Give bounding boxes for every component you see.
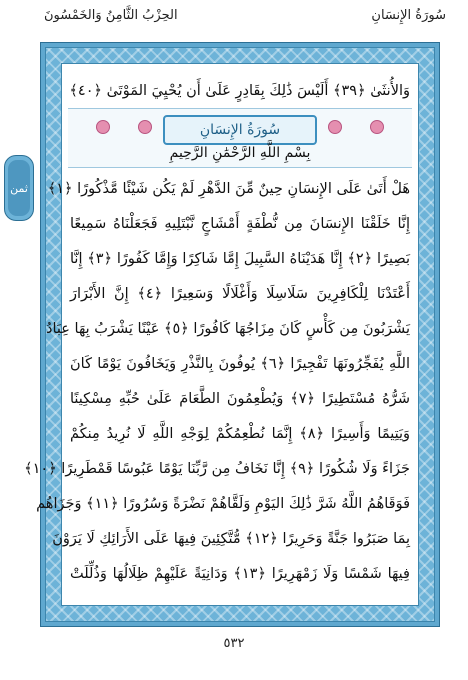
flower-ornament-icon: [328, 120, 342, 134]
text-line-9: شَرُّهُ مُسْتَطِيرًا ﴿٧﴾ وَيُطْعِمُونَ الطَّعَامَ عَلَىٰ حُبِّهِ مِسْكِينًا: [70, 391, 410, 407]
text-line-14: فِيهَا شَمْسًا وَلَا زَمْهَرِيرًا ﴿١٣﴾ وَدَانِيَةً عَلَيْهِمْ ظِلَالُهَا وَذُلِّلَتْ: [70, 566, 410, 582]
text-line-3: هَلْ أَتَىٰ عَلَى الإِنسَانِ حِينٌ مِّنَ الدَّهْرِ لَمْ يَكُن شَيْئًا مَّذْكُورًا ﴿١﴾: [47, 181, 410, 197]
text-line-4: إِنَّا خَلَقْنَا الإِنسَانَ مِن نُّطْفَةٍ أَمْشَاجٍ نَّبْتَلِيهِ فَجَعَلْنَاهُ سَمِيعًا: [70, 216, 410, 232]
page-number: ٥٣٢: [223, 636, 245, 651]
text-line-7: يَشْرَبُونَ مِن كَأْسٍ كَانَ مِزَاجُهَا كَافُورًا ﴿٥﴾ عَيْنًا يَشْرَبُ بِهَا عِبَادُ: [46, 321, 410, 337]
text-line-8: اللَّهِ يُفَجِّرُونَهَا تَفْجِيرًا ﴿٦﴾ يُوفُونَ بِالنَّذْرِ وَيَخَافُونَ يَوْمًا كَانَ: [70, 356, 410, 372]
surah-title: سُورَةُ الإِنسَانِ: [163, 115, 317, 145]
basmala: بِسْمِ اللَّهِ الرَّحْمَٰنِ الرَّحِيمِ: [169, 145, 311, 161]
text-line-13: بِمَا صَبَرُوا جَنَّةً وَحَرِيرًا ﴿١٢﴾ مُّتَّكِئِينَ فِيهَا عَلَى الأَرَائِكِ لَا يَرَوْنَ: [52, 531, 410, 547]
text-line-11: جَزَاءً وَلَا شُكُورًا ﴿٩﴾ إِنَّا نَخَافُ مِن رَّبِّنَا يَوْمًا عَبُوسًا قَمْطَرِيرًا ﴿١٠﴾: [24, 461, 410, 477]
ornamental-frame: [24, 42, 440, 627]
flower-ornament-icon: [96, 120, 110, 134]
flower-ornament-icon: [138, 120, 152, 134]
text-line-12: فَوَقَاهُمُ اللَّهُ شَرَّ ذَٰلِكَ اليَوْمِ وَلَقَّاهُمْ نَضْرَةً وَسُرُورًا ﴿١١﴾ وَجَزَاهُم: [36, 496, 410, 512]
text-line-10: وَيَتِيمًا وَأَسِيرًا ﴿٨﴾ إِنَّمَا نُطْعِمُكُمْ لِوَجْهِ اللَّهِ لَا نُرِيدُ مِنكُمْ: [70, 426, 410, 442]
thumun-label: ثمن: [10, 181, 28, 195]
surah-name-header: سُورَةُ الإِنسَانِ: [371, 8, 446, 23]
text-line-6: أَعْتَدْنَا لِلْكَافِرِينَ سَلَاسِلَا وَأَغْلَالًا وَسَعِيرًا ﴿٤﴾ إِنَّ الأَبْرَارَ: [70, 286, 410, 302]
surah-title-band: [68, 108, 412, 168]
flower-ornament-icon: [370, 120, 384, 134]
text-line-5: بَصِيرًا ﴿٢﴾ إِنَّا هَدَيْنَاهُ السَّبِيلَ إِمَّا شَاكِرًا وَإِمَّا كَفُورًا ﴿٣﴾ إِنَّا: [70, 251, 410, 267]
text-area: [24, 63, 419, 606]
thumun-marker: [4, 155, 34, 221]
hizb-header: الحِزْبُ الثَّامِنُ وَالخَمْسُونَ: [44, 8, 178, 23]
text-line-1: وَالأُنثَىٰ ﴿٣٩﴾ أَلَيْسَ ذَٰلِكَ بِقَادِرٍ عَلَىٰ أَن يُحْيِيَ المَوْتَىٰ ﴿٤٠﴾: [69, 83, 410, 99]
